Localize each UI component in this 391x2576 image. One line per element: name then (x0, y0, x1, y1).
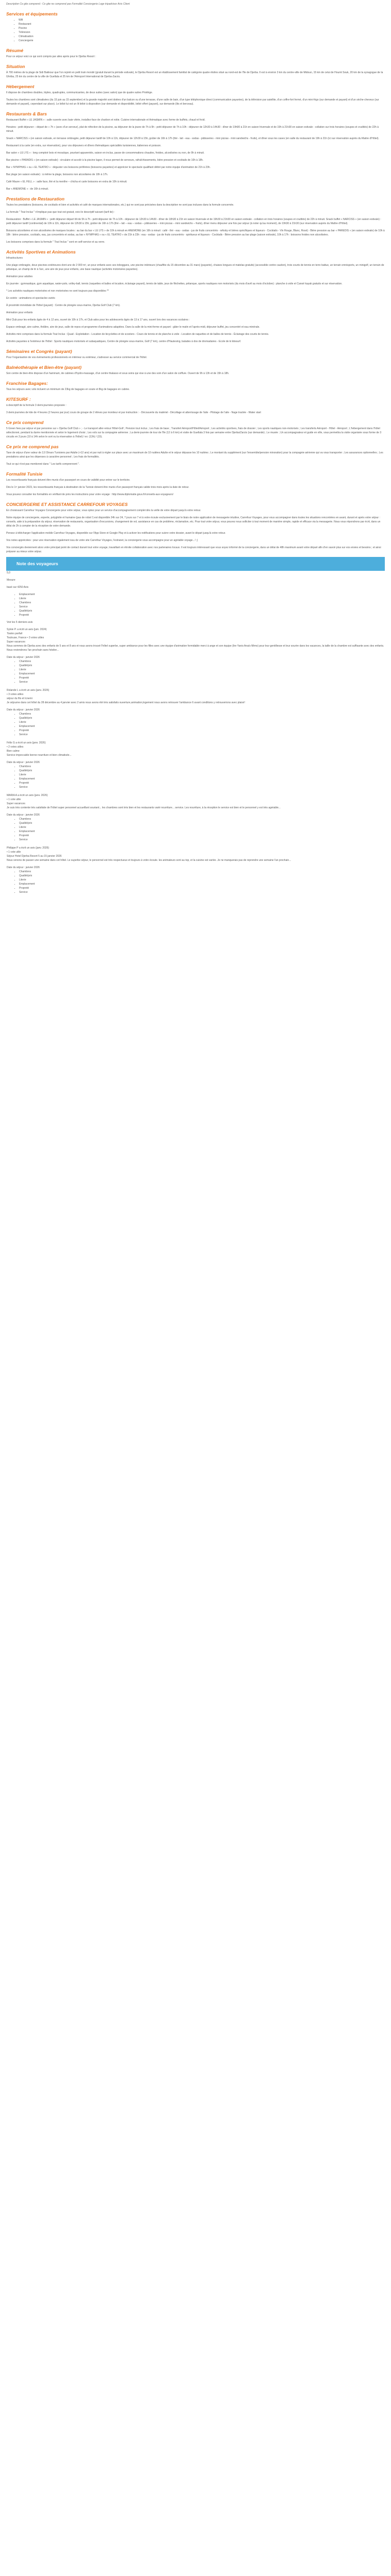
section-paragraph: Espace ombragé, aire calme, théâtre, aire de jeux, salle de repos et programme d'animations adaptées. Dans la salle de la mini-ferme et payant : gâter le matin et l'après-midi, déjeuner buffet, jeu concentré et eau minérale. (6, 326, 260, 329)
review-criterion: • Service (19, 890, 385, 894)
section-title: Prestations de Restauration (6, 196, 64, 201)
review-criteria-list (7, 765, 385, 789)
section-paragraph: Activités payantes à l'extérieur de l'hôtel : Sports nautiques motorisés et subaquatiques, Centre de plongée sous-marine, Golf (7 km), centre d'Hautesing, balades à dos de dromadaires - Ecole de ki kitesurf. (6, 340, 241, 343)
review-criterion: • Qualité/prix (19, 664, 385, 668)
feature-item: • Wifi (19, 18, 385, 22)
review-meta: Toulouse, France • 3 votes utiles (7, 636, 44, 639)
section-paragraph: Boissons alcoolisées et non alcoolisées de marques locales : au bar du bar « LE LYS » de 10h à minuit en ANEMONE (en 16h à minuit : café - thé - eau - sodas - jus de fruits concentrés - whisky et bières spécifiques et liqueurs - Cocktails - Vin Rouge, Blanc, Rosé) - Bière pression au bar « PAREDIS » (en saison estivale) de 10h à 18h : bière pression, cocktails, eau, jus concentrés et sodas, au bar « NYMPHAS » ou « EL TEATRO » de 21h à 23h : eau - sodas - jus de fruits concentrés - spiritueux et liqueurs - Cocktails - Bière pression au bar plage (saison estivale), 10h à 17h : boissons froides non alcoolisées. (6, 229, 385, 236)
review-criterion: • Chambres (19, 870, 385, 874)
review-author: Philippe P a écrit un avis (janv. 2026) (7, 846, 50, 850)
summary-criterion: • Literie (19, 597, 385, 601)
product-page (0, 0, 391, 911)
section-paragraph: À proximité immédiate de l'hôtel (payant) : Centre de plongée sous-marine, Djerba Golf Club (7 km). (6, 304, 121, 307)
section-paragraph: Bar piscine « PARADIS » (en saison estivale) : circulaire et accolé à la piscine lagon, il nous permet de serveurs, rafraîchissements, bière pression et cocktails de 10h à 18h. (6, 159, 204, 162)
review-criterion: • Literie (19, 825, 385, 829)
review-criterion: • Propreté (19, 676, 385, 680)
review-criteria-list (7, 817, 385, 842)
section-paragraph: Une plage ombragée, deux piscines extérieures dont une de 2 000 m², un pour enfants avec ses toboggans, une piscine intérieure (chauffée du 15 décembre au 31 mars) (payante), chaises longues et matelas gratuits) (accessible contre caution), trois courts de tennis en terre battue, un terrain omnisports, un minigolf, un terrain de pétanque, un champ de tir à l'arc, une aire de jeux pour enfants, une base nautique (activités motorisées payantes). (6, 264, 384, 271)
summary-criterion: • Emplacement (19, 592, 385, 597)
review-date: Date du séjour : janvier 2026 (7, 866, 40, 869)
section-paragraph: Vos notes appréciées : pour une réservation également issu de votre site Carrefour Voyages, l'extranet, la conciergerie vous accompagne pour un agréable voyage...! ;) (6, 539, 198, 542)
review-heading: Super vacances (7, 802, 25, 805)
review-item (7, 741, 385, 789)
review-item (7, 628, 385, 684)
review-meta: • 1 vote utile (7, 851, 21, 854)
review-criterion: • Chambres (19, 659, 385, 664)
summary-criterion: • Chambres (19, 601, 385, 605)
section-paragraph: Vos conciergés deviennent alors votre principal point de contact durant tout votre voyage, travaillant en étroite collaboration avec nos partenaires locaux. Il est toujours intéressant que vous soyez informé de la conciergerie, dans un délai de 48h maximum avant votre départ afin d'en savoir plus sur vos envies et besoins ; et ainsi préparer au mieux votre séjour. (6, 546, 381, 553)
section-title: Restaurants & Bars (6, 111, 47, 116)
section-paragraph: À 700 mètres de la plage de Sidi Bakkour que l'on rejoint en petit train mondé (gratuit durant la période estivale), le Djerba Resort est un établissement familial de catégorie quatre étoiles situé au nord-est de l'île de Djerba. Il est à environ 3 km du centre-ville de Midoun, 15 km de celui de Houmt Souk, 20 km de la synagogue de la Ghriba, 25 km du centre de la ville de Guellala et 25 km de l'Aéroport International de Djerba-Zarzis. (6, 71, 383, 78)
section-paragraph: Animation pour enfants (6, 311, 33, 314)
section-paragraph: Café Maure « EL FELL » : salle face, thé et la menthe – chicha et carte boissons en extra de 10h à minuit. (6, 180, 127, 183)
section-paragraph: Tout ce qui n'est pas mentionné dans " Les tarifs comprennent ". (6, 463, 80, 466)
section-paragraph: Infrastructures (6, 257, 23, 260)
section-title: Résumé (6, 48, 24, 53)
section-paragraph: Activités mini comprises dans la formule Tout Inclus : Quad - Exploitation - Location de bicyclettes et de scooters - Cours de tennis et de planche à voile - Location de raquettes et de balles de tennis - Éclairage des courts de tennis. (6, 333, 269, 336)
review-author: Rolande L a écrit un avis (janv. 2026) (7, 689, 50, 692)
review-meta: • 1 vote utile (7, 798, 21, 801)
section-paragraph: Bar « NYMPHAS » ou « EL TEATRO » : déguster vos boissons préférées (boissons payantes) et apprécier le spectacle qualifiant détiré par notre équipe d'animation de 21h à 23h. (6, 166, 211, 169)
reviews-band (6, 557, 385, 571)
section-title: CONCIERGERIE ET ASSISTANCE CARREFOUR VOYAGES (6, 502, 128, 507)
section-title: Séminaires et Congrès (payant) (6, 349, 72, 354)
review-criterion: • Qualité/prix (19, 716, 385, 720)
section-paragraph: Restaurant à la carte (en extra, sur réservation), pour vos déjeuners et dîners thématiques spécialités tunisiennes, italiennes et poisson. (6, 144, 161, 147)
review-criterion: • Chambres (19, 817, 385, 821)
review-criterion: • Chambres (19, 712, 385, 716)
summary-criterion: • Service (19, 605, 385, 609)
review-heading: Super vacances (7, 640, 25, 643)
summary-criterion: • Qualité/prix (19, 609, 385, 613)
section-paragraph: La formule " Tout Inclus " n'implique pas que tout est gratuit, voici le descriptif suivant (tarif de) : (6, 211, 115, 214)
review-date: Date du séjour : janvier 2026 (7, 761, 40, 764)
description-line: Description Ce gite comprend : Ce gite ne comprend pas Formalité Conciergerie Loge tripadvisor Avis Client (6, 3, 130, 6)
section-paragraph: Pour l'organisation de vos événements professionnels en intérieur ou extérieur, s'adresser au service commercial de l'hôtel. (6, 356, 148, 359)
section-title: Hébergement (6, 84, 35, 89)
review-criterion: • Qualité/prix (19, 874, 385, 878)
section-title: Balnéothérapie et Bien-être (payant) (6, 365, 82, 370)
review-criterion: • Service (19, 785, 385, 789)
review-meta: • 2 votes utiles (7, 745, 24, 749)
section-paragraph: Snack « NARCISS » (en saison estivale, en terrasse ombragée, petit déjeuner tardif de 10h à 11h, déjeuner de 12h30 à 15h, goûter de 16h à 17h (thé - lait - eau - sodas - pâtisseries - mini pizzas - mini sandwichs - fruits), et dîner sous les cases (en salle du restaurant de 19h à 21h (ici sur réservation auprès du Maitre d'Hôtel). (6, 137, 379, 140)
review-author: Félix G a écrit un avis (janv. 2026) (7, 741, 46, 744)
review-criterion: • Propreté (19, 886, 385, 890)
section-paragraph: Il dispose de chambres doubles, triples, quadruples, communicantes, de deux suites (avec salon) que de quatre suites Privilège. (6, 91, 153, 94)
feature-item: • Télévision (19, 30, 385, 35)
section-paragraph: Bar salon « LE LYS » : long comptoir bois et mosaïque, pourtant apparentés, saison en inclus, passe de consommations chaudes, froides, alcoolisées ou non, de 9h à minuit. (6, 151, 205, 155)
review-criterion: • Literie (19, 773, 385, 777)
review-criterion: • Propreté (19, 834, 385, 838)
reviews-count-label: Mesure (7, 579, 15, 582)
reviews-band-title: Note des voyageurs (17, 561, 58, 566)
section-title: KITESURF : (6, 397, 31, 402)
section-paragraph: Bar plage (en saison estivale) : à même la plage, boissons non alcoolisées de 10h à 17h. (6, 173, 108, 176)
review-list (7, 628, 385, 894)
review-criterion: • Emplacement (19, 724, 385, 728)
section-paragraph: En choisissant Carrefour Voyages Conciergerie pour votre séjour, vous optez pour un service d'accompagnement complet dès la veille de votre départ jusqu'à votre retour. (6, 509, 201, 512)
reviews-score: 5,0 (7, 571, 10, 574)
review-criterion: • Propreté (19, 728, 385, 733)
review-date: Date du séjour : janvier 2026 (7, 656, 40, 659)
section-paragraph: Pensez à télécharger l'application mobile Carrefour Voyages, disponible sur l'App Store et Google Play et à activer les notifications pour suivre votre dossier, avant le départ jusqu'à votre retour. (6, 532, 226, 535)
section-title: Ce prix comprend (6, 420, 44, 425)
section-title: Formalité Tunisie (6, 471, 43, 477)
section-paragraph: Horaires : petit déjeuner – départ de « 7h » (avec d'un serveur), plat de réfection de la piscine, au déjeuner de la jeune de 7h à 9h - petit déjeuner de 7h à 10h - déjeuner de 12h30 à 14h30 - dîner de 19h00 à 21h en saison hivernale et de 19h à 21h30 en saison estivale - collation sur trois horaires (soupes et crudités) de 22h à minuit. (6, 126, 379, 133)
section-paragraph: Mini Club pour les enfants âgés de 4 à 12 ans, ouvert de 10h à 17h, et Club ados pour les adolescents âgés de 13 à 17 ans, ouvert lors des vacances scolaires : (6, 318, 190, 321)
reviews-visible-count: Voir les 5 derniers avis (7, 621, 33, 624)
section-paragraph: Les ressortissants français doivent être munis d'un passeport en cours de validité pour entrer sur le territoire. (6, 479, 131, 482)
section-title: Services et équipements (6, 11, 58, 16)
reviews-summary-list (7, 592, 385, 617)
section-paragraph: Animation pour adultes (6, 275, 33, 278)
section-paragraph: Toutes les chambres sont climatisées (du 15 juin au 15 septembre) et la grande majorité sont dotées d'un balcon ou d'une terrasse, d'une salle de bain, d'un type téléphonique direct (communication payantes), de la télévision par satellite, d'un coffre-fort fermé, d'un mini-frigo (sur demande et payant) et d'un sèche-cheveux (sur demande et payant), cependant sur place). Le bébé lui est un lit bébé à disposition (sur demande et disponibilité, bébé offert (payant), sur demande (lits et berceau). (6, 98, 379, 106)
sections-container (6, 11, 385, 554)
section-paragraph: Les boissons comprises dans la formule " Tout Inclus " sont en self-service et au verre. (6, 241, 105, 244)
review-item (7, 793, 385, 842)
section-title: Franchise Bagages: (6, 381, 48, 386)
summary-criterion: • Propreté (19, 613, 385, 617)
review-heading: séjour du fils et Icnemi (7, 697, 32, 700)
section-paragraph: Restauration : Buffet « LE JASMIN » : petit déjeuner départ tôt de 5h à 7h - petit déjeuner de 7h à 10h - déjeuner de 12h30 à 14h30 - dîner de 18h30 à 21h en saison hivernale et de 19h30 à 21h30 en saison estivale - collation en trois horaires (soupes et crudités) de 22h à minuit. Snack buffet « NARCISS » (en saison estivale) : petit déjeuner tardif (continental) de 10h à 11h, déjeuner de 12h30 à 15h, goûter de 16h à 17h (thé – lait – eau – sodas – pâtisseries – mini pizzas – mini sandwichs – fruits), dîner menu déjeuner une fois par séjour (à noter qu'au moment), de 19h30 à 21h30 (sur réservation auprès du Maître d'Hôtel). (6, 218, 381, 225)
section-paragraph: Tous les séjours avec vols incluent un minimum de 23kg de bagages en soute et 8kg de bagages en cabine. (6, 388, 130, 391)
feature-list (6, 18, 385, 43)
review-criteria-list (7, 712, 385, 737)
section-paragraph: Dès le 1ᵉʳ janvier 2023, les ressortissants français à destination de la Tunisie doivent être munis d'un passeport français valide trois mois après la date de retour. (6, 486, 189, 489)
section-title: Situation (6, 64, 25, 69)
review-criterion: • Literie (19, 720, 385, 724)
section-paragraph: * Les activités nautiques motorisées et non motorisées ne sont toujours pas disponibles ** (6, 290, 109, 293)
section-paragraph: à descriptif de la formule 3 demi-journées proposée : (6, 404, 67, 407)
section-paragraph: Notre équipe de conciergerie, experte, polyglotte et humaine (pas de robot !) est disponible 24h sur 24, 7 jours sur 7 et à votre écoute exclusivement par le biais de notre application de messagerie intuitive, Carrefour Voyages, pour vous accompagner dans toutes les situations rencontrées en avant, durant et après votre séjour : conseils, aide à la préparation du séjour, réservation de restaurants, organisation d'excursions, changement de vol, assistance en cas de problème, réclamation, etc. Pour tout votre séjour, vous pouvez nous solliciter à tout moment de manière simple, rapide et efficace via la messagerie. Nous vous répondrons par écrit, dans un délai de 2h à compter de la réception de votre demande. (6, 516, 381, 528)
section-paragraph: Son centre de bien-être dispose d'un hammam, de cabines d'hydro-massage, d'un centre thalasso et sous soins qui vise à une des soin d'un salon de coiffure. Ouvert de 9h à 13h et de 15h à 18h. (6, 372, 230, 375)
feature-item: • Restaurant (19, 22, 385, 26)
review-heading: Bien calme (7, 750, 20, 753)
review-date: Date du séjour : janvier 2026 (7, 708, 40, 711)
section-title: Ce prix ne comprend pas (6, 444, 59, 449)
review-criterion: • Emplacement (19, 672, 385, 676)
review-author: MARIA A a écrit un avis (janv. 2026) (7, 794, 48, 797)
feature-item: • Conciergerie (19, 39, 385, 43)
review-item (7, 846, 385, 894)
review-meta: • 3 votes utiles (7, 693, 24, 696)
section-paragraph: 3 demi-journées de kite de 4 heures (2 heures par jour) cours de groupe de 2 élèves par moniteur et par instruction : - Découverte du matériel - Décollage et atterrissage de l'aile - Pilotage de l'aile - Nage tractée - Water start (6, 411, 261, 414)
review-comment: Nous venons de passer une semaine dans cet hôtel. Le superbe séjour, le personnel est très respectueux et toujours à votre écoute. les animateurs sont au top, et la cuisine est variée. Je ne manquerais pas de reprendre une semaine l'an prochain... (7, 859, 291, 862)
review-comment: Service impeccable bonne nourriture et bien climatisée... (7, 754, 72, 757)
review-criterion: • Service (19, 733, 385, 737)
review-criteria-list (7, 870, 385, 894)
review-title: Toutes parfait (7, 632, 23, 635)
review-comment: Je suis très contente très satisfaite de l'hôtel super personnel accueillant souriant... les chambres sont très bien et les restaurants varié nourriture... service. Les nourriture, à la réception le service est bien et le personnel y est très agréable... (7, 806, 281, 809)
review-criterion: • Propreté (19, 781, 385, 785)
section-paragraph: En journée : gymnastique, gym aquatique, water-polo, volley-ball, tennis (raquettes et balles et location, éclairage payant), tennis de table, jeux de fléchettes, pétanque, sports nautiques non motorisés (du mois d'avril au mois d'octobre) : planche à voile et Canoë kayak gratuits et sur réservation. (6, 282, 343, 285)
review-criterion: • Emplacement (19, 882, 385, 886)
review-criterion: • Qualité/prix (19, 769, 385, 773)
review-date: Date du séjour : janvier 2026 (7, 814, 40, 817)
review-comment: Nous sommes de Djerba avec des enfants de 5 ans et 8 ans et nous avons trouvé l'hôtel superbe, super ambiance pour les filles avec une équipe d'animation formidable merci à ange et son équipe (lire Yanis Anaïs Mimo) pour leur gentillesse et leur sourire dans les vacances, la taille de la chambre est suffisante avec des enfants. Nous reviendrons l'an prochain sans hésiter... (7, 645, 384, 652)
review-criterion: • Literie (19, 668, 385, 672)
section-title: Activités Sportives et Animations (6, 249, 76, 255)
reviews-section (6, 571, 385, 894)
section-paragraph: En soirée : animations et spectacles variés (6, 297, 55, 300)
section-paragraph: Bar « ANEMONE » : de 16h à minuit. (6, 188, 49, 191)
section-paragraph: 5 Green fees par séjour et par personne sur « Djerba Golf Club » ; - Le transport aller-retour Hôtel-Golf ; Pension tout inclus ; Les frais de base ; Transfert Aéroport/Hôtel/Aéroport ; Les activités sportives, frais de dossier ; Les sports nautiques non-motorisés ; Les transferts Aéroport - Hôtel - Aéroport ; L'hébergement dans l'hôtel sélectionné, pendant la durée mentionnée et selon le logement choisi ; Les vols sur la compagnie aérienne ; La demi-journée de tour de l'île (12 à 6 km) et visite de Guellala 3 fois par semaine entre Djerba/Zarzis (sur demande) ; Le musée ; Un accompagnateur et guide en ville, vous permettra la visite organisée sous forme de 3 circuits en 3 jours (10 à 14h selon le sort ou la réservation à l'hôtel) / ex: (13h) / (15). (6, 427, 382, 438)
review-criterion: • Service (19, 680, 385, 684)
reviews-based-on: basé sur 4250 Avis (7, 586, 29, 589)
review-author: Sylvie P. a écrit un avis (juin. 2024) (7, 628, 47, 631)
section-paragraph: Pour ce séjour voici ce qui sont compris par ailes après pour le Djerba Resort : (6, 55, 96, 58)
section-paragraph: Toutes les prestations (boissons, de cocktails et bien et activités et café de marques internationales, etc.) qui ne sont pas précisées dans la description ne sont pas incluses dans la formule concernée. (6, 204, 234, 207)
section-paragraph: Restaurant Buffet « LE JASMIN » : salle ouverte avec baie vitrée, installez-face de charbon et roitie. Cuisine internationale et thématique avec forme de buffets, chaud et froid. (6, 118, 205, 122)
review-criteria-list (7, 659, 385, 684)
review-criterion: • Qualité/prix (19, 821, 385, 825)
review-comment: Je séjourne dans cet hôtel du 28 décembre au 4 janvier avec 2 amis nous avons été très satisfaits ouverture,animation,logement nous avons retrouver l'ambiance 6 avant conditions y retrouverions avec plaisir! (7, 701, 246, 704)
review-item (7, 688, 385, 737)
review-heading: Séjour Hotel Djerba Resort 5 au 15 janvier 2026 (7, 855, 62, 858)
section-paragraph: Taxe de séjour d'une valeur de 2,0 Dinars Tunisiens par Adulte (+12 ans) et par nuit à régler sur place avec un maximum de 10 nuitées Adulte et le séjour dépasse les 10 nuitées ; Le montant du supplément (sur l'ensemble/pension minoration) pour la compagnie aérienne qui va vous transporter ; Les assurances optionnelles ; Les prestations ainsi que les dépenses à caractère personnel ; Les frais de formalités. (6, 451, 383, 459)
feature-item: • Climatisation (19, 35, 385, 39)
review-criterion: • Literie (19, 878, 385, 882)
feature-item: • Piscine (19, 26, 385, 30)
review-criterion: • Emplacement (19, 777, 385, 781)
section-paragraph: Vous pouvez consulter les formalités en vérifiant de près les instructions pour votre voyage : http://www.diplomatie.gouv.fr/conseils-aux-voyageurs/ (6, 493, 173, 496)
review-criterion: • Emplacement (19, 829, 385, 834)
review-criterion: • Chambres (19, 765, 385, 769)
review-criterion: • Service (19, 838, 385, 842)
